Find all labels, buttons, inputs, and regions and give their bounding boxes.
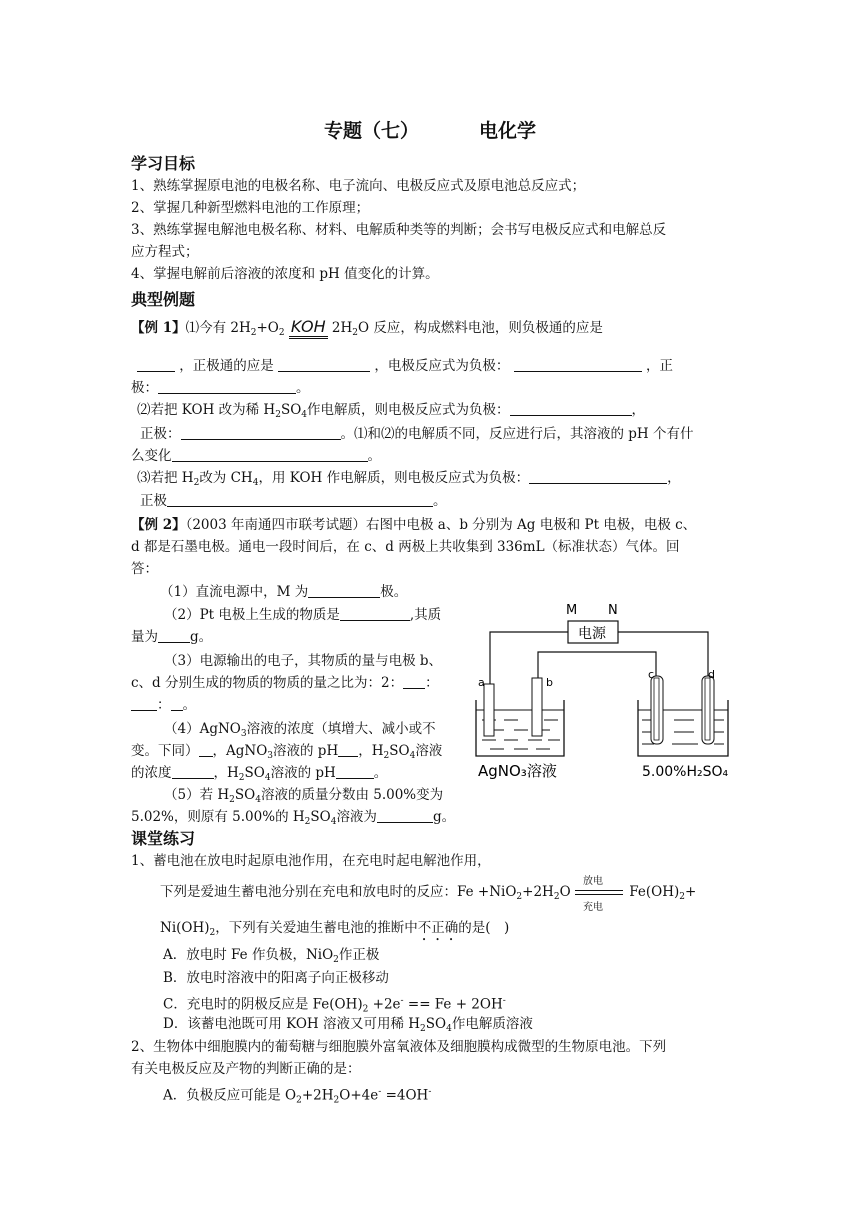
text: 。: [367, 448, 381, 464]
subscript: 3: [240, 729, 247, 739]
answer-blank[interactable]: [308, 583, 380, 598]
text: 。: [182, 697, 196, 713]
text: 溶液: [415, 743, 443, 759]
text: （1）直流电源中，M 为: [160, 584, 309, 600]
subscript: 2: [679, 892, 685, 902]
answer-blank[interactable]: [172, 764, 214, 779]
text: ,其质: [409, 607, 442, 623]
terminal-n-label: N: [608, 603, 618, 618]
page-title: [0, 116, 860, 143]
example1-line6: [131, 446, 731, 466]
subscript: 2: [250, 328, 257, 338]
subscript: 2: [333, 955, 339, 965]
practice-q2-line2: 有关电极反应及产物的判断正确的是：: [131, 1061, 361, 1077]
text: ⑵若把 KOH 改为稀 H: [137, 402, 276, 418]
text: C．充电时的阴极反应是 Fe(OH): [163, 996, 363, 1013]
text: 正极：: [140, 426, 181, 442]
objective-item: 2、掌握几种新型燃料电池的工作原理；: [131, 200, 370, 216]
practice-q1-line1: 1、蓄电池在放电时起原电池作用，在充电时起电解池作用，: [131, 853, 491, 869]
text: SO: [389, 743, 410, 759]
text: ，正: [645, 358, 673, 374]
subscript: 2: [304, 817, 311, 827]
subscript: 4: [330, 817, 337, 827]
terminal-m-label: M: [566, 603, 578, 618]
text: c、d 分别生成的物质的物质的量之比为：2：: [131, 675, 404, 691]
objective-item: 4、掌握电解前后溶液的浓度和 pH 值变化的计算。: [131, 266, 439, 282]
text: =4OH: [381, 1087, 429, 1104]
text: 2H: [327, 320, 353, 336]
practice-q1-option-d[interactable]: [163, 1014, 763, 1039]
superscript: -: [502, 996, 506, 1006]
text: ，AgNO: [212, 743, 268, 759]
subscript: 2: [229, 795, 235, 805]
answer-blank[interactable]: [172, 447, 368, 462]
answer-blank[interactable]: [340, 606, 410, 621]
answer-blank[interactable]: [336, 764, 374, 779]
text: SO: [234, 787, 256, 803]
subscript: 2: [275, 410, 281, 420]
text: ，: [667, 470, 681, 486]
practice-q1-line2: [160, 875, 760, 913]
text: +2e: [368, 996, 401, 1013]
right-solution-label: 5.00%H₂SO₄: [642, 764, 729, 780]
objective-item: 应方程式；: [131, 244, 199, 260]
answer-blank[interactable]: [510, 401, 632, 416]
text: 。: [373, 765, 388, 781]
left-solution-label: AgNO₃溶液: [478, 762, 557, 780]
example1-line3: [131, 378, 731, 398]
text: ⑶若把 H: [137, 470, 194, 486]
power-source-label: 电源: [578, 626, 606, 642]
text: ，下列有关爱迪生蓄电池的推断中: [215, 920, 418, 936]
subscript: 2: [553, 892, 560, 902]
subscript: 2: [238, 773, 245, 783]
example1-line2: [137, 356, 737, 376]
answer-blank[interactable]: [158, 379, 296, 394]
example1-line7: [137, 468, 737, 493]
example1-line8: [140, 491, 740, 511]
text: 的是( ): [458, 920, 510, 936]
example2-line1: [131, 515, 731, 535]
text: 作电解质，则电极反应式为负极：: [307, 402, 510, 418]
practice-q2-option-a[interactable]: [163, 1082, 763, 1111]
text: 的浓度: [131, 765, 172, 781]
text: 溶液为: [336, 809, 377, 825]
subscript: 2: [383, 751, 390, 761]
example1-label: 【例 1】: [131, 320, 186, 336]
subscript: 2: [333, 1095, 340, 1106]
text: +2H: [301, 1087, 334, 1104]
text: Ni(OH): [160, 920, 210, 936]
wire-left: [490, 632, 568, 684]
title-topic: 专题（七）: [323, 120, 419, 142]
example2-q3: （3）电源输出的电子，其物质的量与电极 b、: [164, 653, 443, 669]
text: == Fe + 2OH: [403, 996, 503, 1013]
electrode-c-label: c: [648, 668, 655, 681]
subscript: 2: [516, 892, 523, 902]
example2-line2: d 都是石墨电极。通电一段时间后，在 c、d 两极上共收集到 336mL（标准状态）气体。回: [131, 539, 680, 555]
text: ：: [157, 697, 171, 713]
text: ，: [631, 402, 646, 418]
emphasized-text: 不正确: [417, 920, 459, 936]
practice-q1-option-a[interactable]: [163, 945, 763, 970]
text: 。: [296, 380, 310, 396]
example2-q5-cont: [131, 807, 731, 832]
text: SO: [280, 402, 302, 418]
answer-blank[interactable]: [131, 696, 157, 711]
objectives-heading: 学习目标: [131, 154, 196, 173]
text: ，电极反应式为负极：: [374, 358, 510, 374]
answer-blank[interactable]: [171, 696, 183, 711]
subscript: 2: [278, 328, 285, 338]
superscript: -: [378, 1087, 382, 1097]
objective-item: 3、熟练掌握电解池电极名称、材料、电解质种类等的判断；会书写电极反应式和电解总反: [131, 222, 667, 238]
text: 。: [433, 493, 447, 509]
example2-line3: 答：: [131, 561, 158, 577]
text: 。⑴和⑵的电解质不同，反应进行后，其溶液的 pH 个有什: [340, 426, 694, 442]
answer-blank[interactable]: [199, 742, 213, 757]
subscript: 3: [267, 751, 274, 761]
text: SO: [310, 809, 331, 825]
practice-q1-option-b[interactable]: B．放电时溶液中的阳离子向正极移动: [163, 970, 389, 986]
text: （2003 年南通四市联考试题）右图中电极 a、b 分别为 Ag 电极和 Pt 电极，电极 c、: [185, 517, 697, 533]
answer-blank[interactable]: [167, 492, 433, 507]
electrode-b-label: b: [546, 676, 553, 689]
text: （5）若 H: [164, 787, 230, 803]
text: ：: [425, 675, 439, 691]
text: 作正极: [338, 947, 380, 963]
text: +O: [256, 320, 279, 336]
text: +: [684, 884, 697, 900]
text: A．放电时 Fe 作负极，NiO: [163, 947, 334, 963]
koh-condition: KOH: [289, 317, 328, 339]
text: O+4e: [339, 1087, 379, 1104]
text: ，正极通的应是: [179, 358, 274, 374]
electrode-d: [705, 678, 710, 740]
text: D．该蓄电池既可用 KOH 溶液又可用稀 H: [163, 1016, 421, 1032]
text: ，H: [213, 765, 239, 781]
subscript: 2: [362, 1004, 369, 1015]
text: 改为 CH: [199, 470, 253, 486]
subscript: 2: [420, 1024, 426, 1034]
answer-blank[interactable]: [529, 469, 667, 484]
subscript: 4: [409, 751, 416, 761]
text: 溶液的 pH: [270, 765, 336, 781]
text: 量为: [131, 629, 158, 645]
text: 5.02%，则原有 5.00%的 H: [131, 809, 305, 825]
arrow-top-label: 放电: [582, 875, 603, 887]
wire-middle: [538, 652, 656, 678]
subscript: 2: [193, 478, 200, 488]
electrode-a: [484, 684, 494, 736]
text: 极。: [380, 584, 408, 600]
text: （4）AgNO: [164, 721, 241, 737]
reversible-arrow: [575, 875, 625, 913]
text: ⑴今有 2H: [185, 320, 251, 336]
practice-q2-line1: 2、生物体中细胞膜内的葡萄糖与细胞膜外富氧液体及细胞膜构成微型的生物原电池。下列: [131, 1039, 667, 1055]
text: （2）Pt 电极上生成的物质是: [164, 607, 340, 623]
example2-label: 【例 2】: [131, 517, 186, 533]
example1-line1: [131, 317, 731, 343]
electrode-a-label: a: [478, 676, 485, 689]
answer-blank[interactable]: [338, 742, 358, 757]
subscript: 4: [255, 795, 261, 805]
text: 溶液的质量分数由 5.00%变为: [260, 787, 444, 803]
answer-blank[interactable]: [403, 674, 425, 689]
example1-line4: [137, 400, 737, 425]
text: SO: [244, 765, 265, 781]
title-subject: 电化学: [479, 120, 537, 142]
text: 么变化: [131, 448, 172, 464]
text: g。: [432, 809, 456, 825]
text: ，用 KOH 作电解质，则电极反应式为负极：: [258, 470, 530, 486]
superscript: -: [400, 996, 404, 1006]
electrolysis-diagram: [470, 598, 740, 788]
wire-right: [618, 632, 708, 676]
answer-blank[interactable]: [514, 357, 642, 372]
text: 极：: [131, 380, 158, 396]
practice-heading: 课堂练习: [131, 829, 196, 848]
answer-blank[interactable]: [137, 357, 175, 372]
subscript: 4: [264, 773, 271, 783]
subscript: 2: [209, 928, 216, 938]
subscript: 2: [296, 1095, 302, 1106]
arrow-bottom-label: 充电: [582, 901, 603, 913]
electrode-c: [654, 678, 659, 740]
text: A．负极反应可能是 O: [163, 1087, 297, 1104]
text: Fe(OH): [629, 884, 680, 900]
text: O 反应，构成燃料电池，则负极通的应是: [357, 320, 603, 336]
text: 下列是爱迪生蓄电池分别在充电和放电时的反应：Fe +NiO: [160, 884, 517, 900]
practice-q1-line3: [160, 918, 760, 944]
answer-blank[interactable]: [278, 357, 370, 372]
text: 溶液的浓度（填增大、减小或不: [246, 721, 436, 737]
subscript: 4: [252, 478, 259, 488]
example1-line5: [140, 424, 740, 444]
text: 作电解质溶液: [451, 1016, 533, 1032]
electrode-d-label: d: [708, 668, 715, 681]
answer-blank[interactable]: [377, 808, 433, 823]
answer-blank[interactable]: [158, 628, 190, 643]
subscript: 4: [446, 1024, 452, 1034]
text: O: [559, 884, 571, 900]
text: 正极: [140, 493, 167, 509]
text: ，H: [358, 743, 384, 759]
examples-heading: 典型例题: [131, 290, 196, 309]
answer-blank[interactable]: [181, 425, 341, 440]
text: 变。下同）: [131, 743, 199, 759]
electrode-b: [532, 678, 542, 736]
subscript: 4: [301, 410, 308, 420]
text: +2H: [522, 884, 554, 900]
subscript: 2: [352, 328, 358, 338]
text: g。: [190, 629, 213, 645]
text: SO: [425, 1016, 447, 1032]
objective-item: 1、熟练掌握原电池的电极名称、电子流向、电极反应式及原电池总反应式；: [131, 178, 586, 194]
text: 溶液的 pH: [273, 743, 339, 759]
superscript: -: [428, 1087, 432, 1097]
